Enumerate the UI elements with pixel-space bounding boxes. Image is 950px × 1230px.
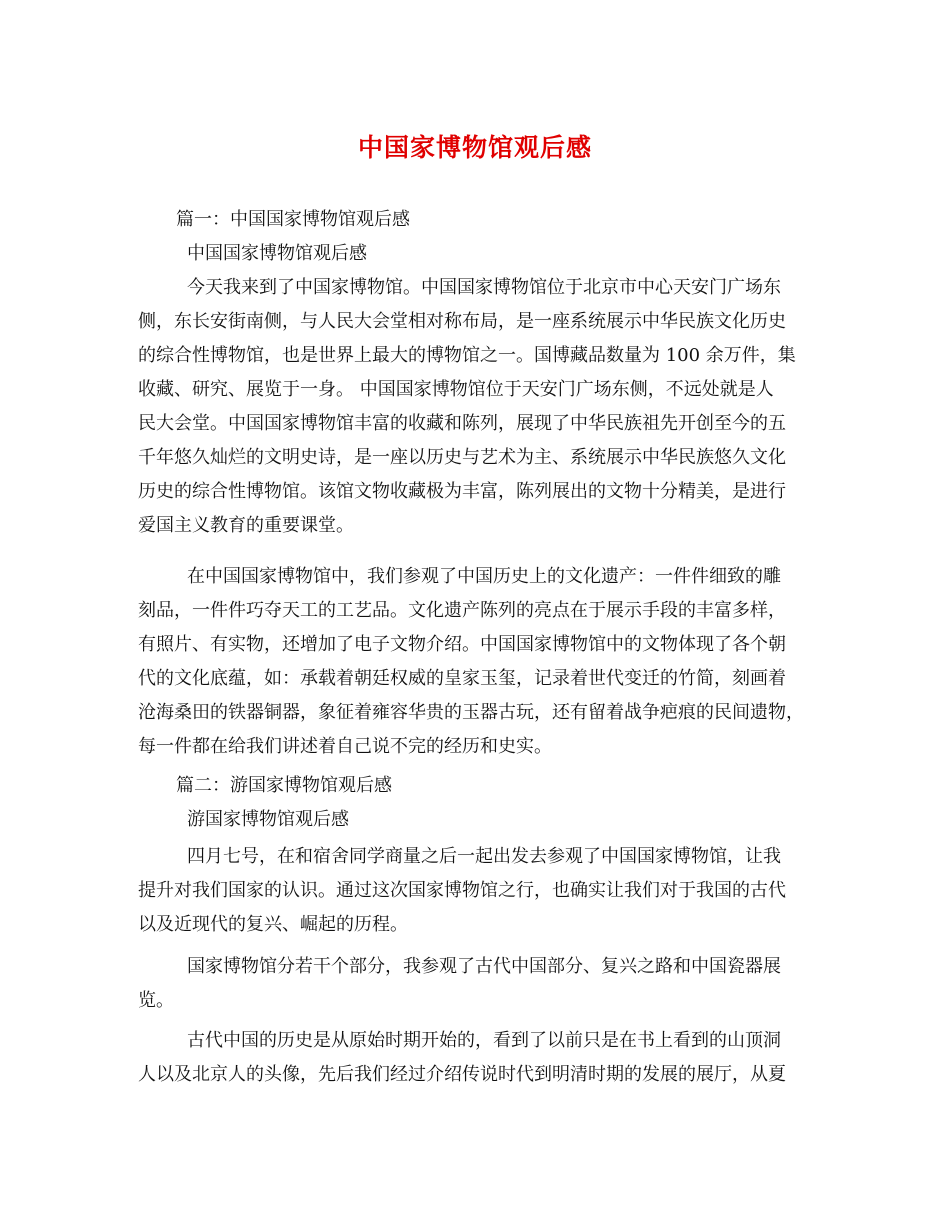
paragraph-line: 爱国主义教育的重要课堂。 xyxy=(138,515,354,536)
paragraph-line: 刻品，一件件巧夺天工的工艺品。文化遗产陈列的亮点在于展示手段的丰富多样， xyxy=(138,600,786,621)
document-title: 中国家博物馆观后感 xyxy=(357,133,592,162)
paragraph-line: 侧，东长安街南侧，与人民大会堂相对称布局，是一座系统展示中华民族文化历史 xyxy=(138,311,786,332)
paragraph-line: 千年悠久灿烂的文明史诗，是一座以历史与艺术为主、系统展示中华民族悠久文化 xyxy=(138,447,786,468)
section-subtitle: 游国家博物馆观后感 xyxy=(187,809,349,830)
paragraph-line: 每一件都在给我们讲述着自己说不完的经历和史实。 xyxy=(138,736,552,757)
paragraph-line: 以及近现代的复兴、崛起的历程。 xyxy=(138,914,408,935)
paragraph-line: 四月七号，在和宿舍同学商量之后一起出发去参观了中国国家博物馆，让我 xyxy=(187,846,781,867)
paragraph-line: 代的文化底蕴，如：承载着朝廷权威的皇家玉玺，记录着世代变迁的竹简，刻画着 xyxy=(138,668,786,689)
paragraph-line: 览。 xyxy=(138,990,174,1011)
paragraph-line: 提升对我们国家的认识。通过这次国家博物馆之行，也确实让我们对于我国的古代 xyxy=(138,880,786,901)
paragraph-line: 国家博物馆分若干个部分，我参观了古代中国部分、复兴之路和中国瓷器展 xyxy=(187,956,781,977)
paragraph-line: 有照片、有实物，还增加了电子文物介绍。中国国家博物馆中的文物体现了各个朝 xyxy=(138,634,786,655)
paragraph-line: 历史的综合性博物馆。该馆文物收藏极为丰富，陈列展出的文物十分精美，是进行 xyxy=(138,481,786,502)
section-heading: 篇一：中国国家博物馆观后感 xyxy=(176,209,410,230)
paragraph-line: 人以及北京人的头像，先后我们经过介绍传说时代到明清时期的发展的展厅，从夏 xyxy=(138,1064,786,1085)
section-heading: 篇二：游国家博物馆观后感 xyxy=(176,775,392,796)
paragraph-line: 沧海桑田的铁器铜器，象征着雍容华贵的玉器古玩，还有留着战争疤痕的民间遗物， xyxy=(138,702,804,723)
paragraph-line: 古代中国的历史是从原始时期开始的，看到了以前只是在书上看到的山顶洞 xyxy=(187,1030,781,1051)
paragraph-line: 民大会堂。中国国家博物馆丰富的收藏和陈列，展现了中华民族祖先开创至今的五 xyxy=(138,413,786,434)
section-subtitle: 中国国家博物馆观后感 xyxy=(187,243,367,264)
paragraph-line: 的综合性博物馆，也是世界上最大的博物馆之一。国博藏品数量为 100 余万件，集 xyxy=(138,345,796,366)
paragraph-line: 在中国国家博物馆中，我们参观了中国历史上的文化遗产：一件件细致的雕 xyxy=(187,566,781,587)
paragraph-line: 今天我来到了中国家博物馆。中国国家博物馆位于北京市中心天安门广场东 xyxy=(187,277,781,298)
paragraph-line: 收藏、研究、展览于一身。 中国国家博物馆位于天安门广场东侧，不远处就是人 xyxy=(138,379,774,400)
